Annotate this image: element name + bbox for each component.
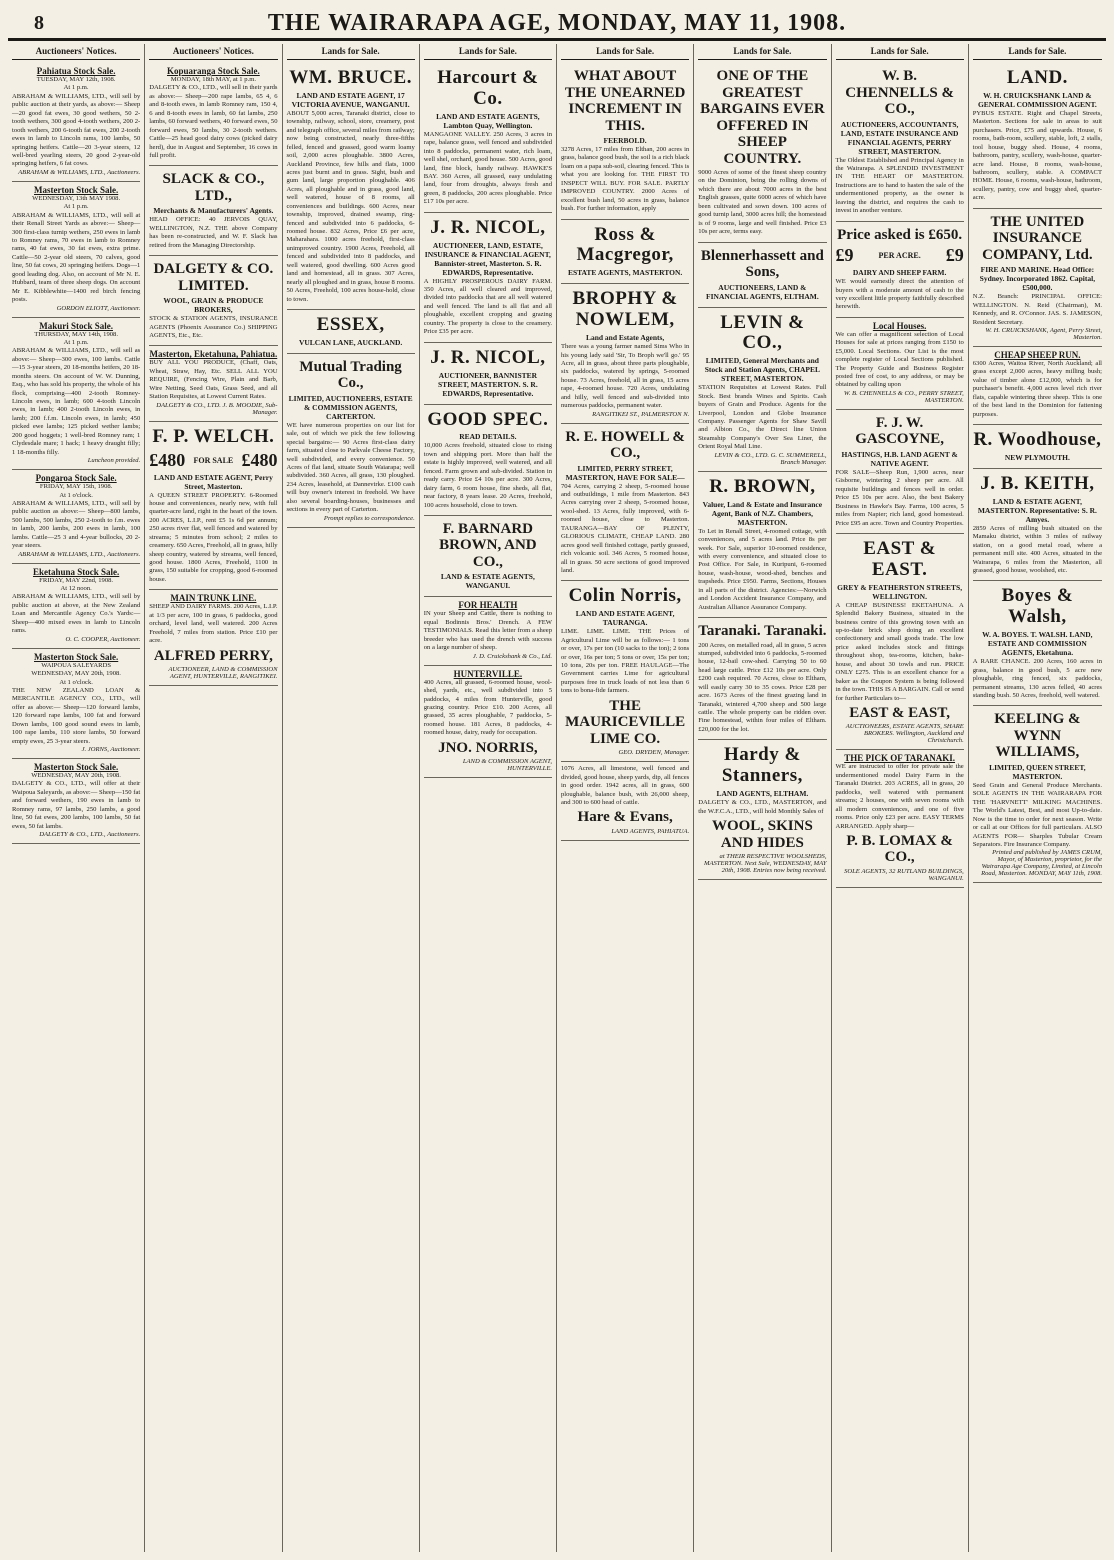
ad-subheading: LAND AND ESTATE AGENTS, Lambton Quay, Wellington. <box>436 111 540 130</box>
ad-signature: DALGETY & CO., LTD. J. B. MOODIE, Sub-Manager. <box>156 401 278 416</box>
ad-subheading: Land and Estate Agents, <box>585 333 665 343</box>
ad-body-text: DALGETY & CO., LTD., MASTERTON, and the W.F.C.A., LTD., will hold Monthly Sales of <box>698 799 827 815</box>
ad-signature: RANGITIKEI ST., PALMERSTON N. <box>592 410 690 418</box>
advertisement <box>424 343 552 405</box>
ad-body-text: ABOUT 5,000 acres, Taranaki district, close to township, railway, school, store, creamery, post and telegraph office, several miles from railway; now being constructed, nearly three-fifths felled, fenced and grassed, good warm loamy soil, 2,000 acres ploughable. 3800 Acres, Auckland Province, few hills and flats, 1000 acres just burnt and in grass. Sight, bush and gum land, large proportion ploughable. 406 Acres, all ploughable and in grass, good land, well watered, house of 8 rooms, all conveniences and buildings. 600 Acres, near township, improved, drained swamp, ring-fenced and subdivided into 6 paddocks, 6-roomed house. 832 Acres, Price £6 per acre, Maharahara. 1000 acres freehold, first-class unimproved country. 1900 Acres, Freehold, all fenced and subdivided into 8 paddocks, and well watered, good dwelling. 600 Acres good land and homestead, all in grass. 307 Acres, nearly all ploughed and in grass, house 8 rooms. 50 Acres, Freehold, 100 acres house-hold, close to town. <box>286 109 415 303</box>
ad-body-text: THE NEW ZEALAND LOAN & MERCANTILE AGENCY CO., LTD., will offer as above:— Sheep—120 forward lambs, 120 forward rape lambs, 100 fat and forward Down lambs, 100 good sound ewes in lamb, 100 rape lambs, 110 store lambs, 50 forward empty ewes, 25 3-year steers. <box>12 686 141 745</box>
ad-signature: SOLE AGENTS, 32 RUTLAND BUILDINGS, WANGANUI. <box>844 867 964 882</box>
ad-body-text: The Oldest Established and Principal Agency in the Wairarapa. A SPLENDID INVESTMENT IN THE HEART OF MASTERTON. Instructions are to hand to hasten the sale of the undermentioned property, as the owner is leaving the district, and requires the cash to invest in another venture. <box>835 156 964 215</box>
column-2 <box>145 44 282 1552</box>
advertisement <box>698 618 826 740</box>
ad-secondary-heading: THE MAURICEVILLE LIME CO. <box>565 697 686 747</box>
ad-heading: WM. BRUCE. <box>289 67 412 88</box>
advertisement <box>12 564 140 649</box>
advertisement <box>973 347 1102 425</box>
ad-date-line: WAIPOUA SALEYARDS <box>41 661 112 669</box>
ad-heading: Mutual Trading Co., <box>299 358 402 392</box>
price-label: FOR SALE <box>193 455 234 465</box>
column-header: Lands for Sale. <box>287 44 415 60</box>
advertisement <box>561 762 689 841</box>
column-header: Auctioneers' Notices. <box>12 44 140 60</box>
ad-body-text: There was a young farmer named Sims Who in his young lady said 'Sir, To Broph we'll go.' 95 Acre, all in grass, about three parts ploughable, six paddocks, watered by springs, 5-roomed house. 73 Acres, freehold, all in grass, 15 acres rape, 4-roomed house. 720 Acres, undulating and hilly, well fenced and sub-divided into numerous paddocks, permanent water. <box>561 343 690 410</box>
ad-body-text: 704 Acres, carrying 2 sheep, 5-roomed house and outbuildings, 1 mile from Masterton. 843 Acres carrying over 2 sheep, 5-roomed house, wool-shed. 13 Acres, fully improved, with 6-roomed house, close to Masterton. TAURANGA—BAY OF PLENTY, GLORIOUS CLIMATE, CHEAP LAND. 280 acres good well finished cottage, partly grassed, rich volcanic soil. 346 Acres, 5 roomed house, all in grass. 50 acre sections of good improved land. <box>561 482 690 574</box>
ad-subheading: Valuer, Land & Estate and Insurance Agent, Bank of N.Z. Chambers, MASTERTON. <box>702 499 823 527</box>
ad-signature: at THEIR RESPECTIVE WOOLSHEDS, MASTERTON. Next Sale, WEDNESDAY, MAY 20th, 1908. Entries now being received. <box>703 853 827 875</box>
ad-heading: J. R. NICOL, <box>430 346 546 368</box>
masthead-rule <box>8 40 1106 41</box>
ad-heading: Colin Norris, <box>568 585 682 607</box>
ad-body-text: N.Z. Branch: PRINCIPAL OFFICE: WELLINGTON. N. Reid (Chairman), M. Kennedy, and R. O'Connor. JAS. S. JAMESON, Resident Secretary. <box>972 293 1102 326</box>
advertisement <box>12 759 140 844</box>
ad-title: CHEAP SHEEP RUN. <box>994 349 1081 360</box>
advertisement <box>149 63 277 166</box>
ad-title: MAIN TRUNK LINE. <box>170 593 257 604</box>
price-right: £9 <box>945 245 964 266</box>
ad-date-line: FRIDAY, MAY 22nd, 1908. <box>39 576 114 584</box>
ad-title: THE PICK OF TARANAKI. <box>844 753 956 764</box>
advertisement <box>973 209 1102 347</box>
ad-heading: Blennerhassett and Sons, <box>700 247 824 280</box>
ad-date-line: At 1 p.m. <box>63 338 89 346</box>
ad-heading: J. R. NICOL, <box>430 216 546 238</box>
ad-body-text: A RARE CHANCE. 200 Acres, 160 acres in grass, balance in good bush, 5 acre new ploughable, ring fenced, six paddocks, permanent streams, 130 acres felled, 40 acres standing bush. 50 Acres, freehold, well watered. <box>972 658 1102 699</box>
ad-date-line: FRIDAY, MAY 15th, 1908. <box>39 483 113 491</box>
ad-subheading: AUCTIONEER, BANNISTER STREET, MASTERTON. S. R. EDWARDS, Representative. <box>438 370 538 398</box>
ad-subheading: GREY & FEATHERSTON STREETS, WELLINGTON. <box>837 582 963 601</box>
ad-body-text: 400 Acres, all grassed, 6-roomed house, wool-shed, yards, etc., well subdivided into 5 paddocks, 4 miles from Hunterville, good grazing country. Price £10. 200 Acres, all grassed, 35 acres ploughable, 7 paddocks, 5-roomed house. 181 Acres, 8 paddocks, 4-roomed house, dairy, ready for occupation. <box>423 678 552 737</box>
price-left: £480 <box>149 449 186 470</box>
column-header: Lands for Sale. <box>836 44 964 60</box>
price-label: PER ACRE. <box>878 251 921 261</box>
column-6 <box>694 44 831 1552</box>
ad-title: Masterton, Eketahuna, Pahiatua. <box>149 349 278 360</box>
advertisement <box>424 213 552 343</box>
ad-subheading: LAND AND ESTATE AGENT, 17 VICTORIA AVENUE, WANGANUI. <box>291 90 410 109</box>
advertisement <box>836 410 964 534</box>
advertisement <box>561 284 689 423</box>
price-left: £9 <box>835 245 854 266</box>
ad-body-text: To Let in Renall Street, 4-roomed cottage, with conveniences, and 5 acres land. Price 8s per week. For Sale, superior 10-roomed residence, with every convenience, and situated close to Post Office. For Sale, in Kuripuni, 6-roomed house, wash-house, wood-shed, benches and trapsheds. Price £950. Farms, Sections, Houses in all parts of the district. Agencies:—Norwich and London Accident Insurance Company, and Australian Alliance Assurance Company. <box>698 527 827 611</box>
advertisement <box>973 63 1102 209</box>
ad-subheading: LAND AGENTS, ELTHAM. <box>716 789 809 799</box>
price-banner <box>836 245 964 266</box>
advertisement <box>12 182 140 318</box>
advertisement <box>561 581 689 762</box>
ad-heading: R. E. HOWELL & CO., <box>565 428 685 462</box>
ad-title: Masterton Stock Sale. <box>34 651 119 662</box>
ad-body-text: DALGETY & CO., LTD., will offer at their Waipoua Saleyards, as above:— Sheep—150 fat and forward wethers, 190 ewes in lamb to Romney rams, 97 lambs, 250 lambs, a good line, 50 fat ewes, 200 lambs, 100 lambs, 50 fat ewes, 50 fat lambs. <box>12 780 141 830</box>
ad-signature: J. D. Cruickshank & Co., Ltd. <box>472 652 552 660</box>
ad-body-text: HEAD OFFICE: 40 JERVOIS QUAY, WELLINGTON, N.Z. THE above Company has been re-constructed, and W. F. Slack has retired from the Managing Directorship. <box>149 216 278 249</box>
ad-body-text: Seed Grain and General Produce Merchants. SOLE AGENTS IN THE WAIRARAPA FOR THE 'HARVNETT' MILKING MACHINES. The World's Latest, Best, and most Up-to-date. Now is the time to order for next season. Write or call at our Offices for full particulars. ALSO AGENTS FOR— Sharples Tubular Cream Separators. Fire Insurance Company. <box>972 781 1102 848</box>
ad-title: Local Houses. <box>872 320 927 331</box>
ad-subheading: FEERBOLD. <box>603 136 647 145</box>
ad-signature: AUCTIONEER, LAND & COMMISSION AGENT, HUNTERVILLE, RANGITIKEI. <box>168 666 278 681</box>
ad-heading: GOOD SPEC. <box>427 408 549 430</box>
advertisement <box>149 590 277 686</box>
ad-subheading: LAND & ESTATE AGENT, MASTERTON. Representative: S. R. Amyes. <box>977 496 1097 524</box>
advertisement <box>424 666 552 779</box>
newspaper-title: THE WAIRARAPA AGE, MONDAY, MAY 11, 1908. <box>267 10 847 36</box>
ad-subheading: DAIRY AND SHEEP FARM. <box>852 268 947 278</box>
advertisement <box>698 63 826 243</box>
ad-body-text: SHEEP AND DAIRY FARMS. 200 Acres, L.I.P. at 1/3 per acre, 100 in grass, 6 paddocks, good orchard, level land, well watered. 200 Acres Freehold, 7 miles from station. Price £10 per acre. <box>149 603 278 645</box>
ad-subheading: AUCTIONEERS, LAND & FINANCIAL AGENTS, ELTHAM. <box>706 282 819 301</box>
masthead <box>8 4 1106 40</box>
ad-signature: GORDON ELIOTT, Auctioneer. <box>56 304 141 312</box>
ad-body-text: WE are instructed to offer for private sale the undermentioned model Dairy Farm in the Taranaki District. 203 ACRES, all in grass, 20 paddocks, well watered with permanent streams; 2 houses, one with seven rooms with all modern conveniences, and one of five rooms. Price only £23 per acre. EASY TERMS ARRANGED. Apply sharp— <box>835 763 964 830</box>
ad-signature: LEVIN & CO., LTD. G. C. SUMMERELL, Branch Manager. <box>714 451 827 466</box>
ad-secondary-heading: Hare & Evans, <box>577 809 673 826</box>
ad-heading: W. B. CHENNELLS & CO., <box>845 68 955 117</box>
ad-signature: GEO. DRYDEN, Manager. <box>618 749 690 757</box>
ad-secondary-heading: JNO. NORRIS, <box>438 739 538 756</box>
ad-title: Masterton Stock Sale. <box>34 762 119 772</box>
advertisement <box>424 405 552 516</box>
advertisement <box>698 308 826 472</box>
ad-date-line: At 1 p.m. <box>63 203 89 211</box>
ad-signature: DALGETY & CO., LTD., Auctioneers. <box>39 831 141 839</box>
ad-date-line: At 12 noon. <box>60 585 92 592</box>
ad-heading: EAST & EAST. <box>863 537 937 580</box>
ad-body-text: BUY ALL YOU PRODUCE, (Chaff, Oats, Wheat, Straw, Hay, Etc. SELL ALL YOU REQUIRE, (Fencing Wire, Plain and Barb, Wire Netting, Seed Oats, Grass Seed, and all Station Requisites, at Lowest Current Rates. <box>149 359 278 401</box>
ad-title: Eketahuna Stock Sale. <box>32 566 120 577</box>
ad-secondary-heading: WOOL, SKINS AND HIDES <box>711 818 813 851</box>
ad-title: FOR HEALTH <box>458 600 518 611</box>
ad-body-text: MANGAONE VALLEY. 250 Acres, 3 acres in rape, balance grass, well fenced and subdivided into 8 paddocks, permanent water, rich loam, well shel, orchard, good house. 500 Acres, good land, fine block, handy railway. HAWKE'S BAY. 360 Acres, all grassed, easy undulating land, four from droughts, always fresh and green, 8 paddocks, 200 acres ploughable. Price £17 10s per acre. <box>423 130 552 206</box>
ad-body-text: ABRAHAM & WILLIAMS, LTD., will sell by public auction as above:— Sheep—800 lambs, 500 lambs, 500 lambs, 250 2-tooth to f.m. ewes in lamb, 200 lambs, 200 ewes in lamb, 100 lambs. Cattle—25 3 and 4-year bullocks, 20 2-year steers. <box>12 499 141 550</box>
advertisement <box>12 63 140 182</box>
ad-subheading: AUCTIONEERS, ACCOUNTANTS, LAND, ESTATE INSURANCE AND FINANCIAL AGENTS, PERRY STREET, MASTERTON. <box>840 119 959 156</box>
column-3 <box>283 44 420 1552</box>
advertisement <box>149 166 277 256</box>
advertisement <box>287 63 415 310</box>
ad-subheading: Merchants & Manufacturers' Agents. <box>153 206 274 216</box>
ad-body-text: STOCK & STATION AGENTS, INSURANCE AGENTS (Phoenix Assurance Co.) SHIPPING AGENTS, Etc., Etc. <box>149 315 278 339</box>
advertisement <box>973 581 1102 706</box>
advertisement <box>424 63 552 213</box>
ad-subheading: NEW PLYMOUTH. <box>1004 452 1070 462</box>
ad-signature: ABRAHAM & WILLIAMS, LTD., Auctioneers. <box>18 168 141 176</box>
ad-subheading: AUCTIONEER, LAND, ESTATE, INSURANCE & FINANCIAL AGENT, Bannister-street, Masterton. S. R. EDWARDS, Representative. <box>424 240 551 277</box>
ad-heading: Harcourt & Co. <box>437 67 539 109</box>
ad-body-text: ABRAHAM & WILLIAMS, LTD., will sell by public auction at above, at the New Zealand Loan and Mercantile Agency Co.'s Yards:— Sheep—400 mixed ewes in lamb to Lincoln rams. <box>12 593 141 635</box>
ad-signature: O. C. COOPER, Auctioneer. <box>65 635 141 643</box>
ad-heading: R. Woodhouse, <box>973 429 1102 451</box>
ad-signature: W. H. CRUICKSHANK, Agent, Perry Street, Masterton. <box>985 326 1102 341</box>
advertisement <box>973 425 1102 469</box>
page-number: 8 <box>34 12 44 34</box>
column-header: Auctioneers' Notices. <box>149 44 277 60</box>
ad-body-text: PYBUS ESTATE. Right and Chapel Streets, Masterton. Sections for sale in areas to suit purchasers. Price, £75 and upwards. House, 6 rooms, bath-room, scullery, stable, loft, 2 stalls, tool house, buggy shed. House, 4 rooms, bathroom, pantry, scullery, wash-house, quarter-acre land. House, 8 rooms, wash-house, bathroom, scullery, stable. A COMPACT HOME. House, 6 rooms, wash-house, bathroom, scullery, pantry, cow and buggy shed, quarter-acre. <box>972 109 1102 202</box>
ad-date-line: At 1 p.m. <box>63 84 89 92</box>
column-8 <box>969 44 1106 1552</box>
advertisement <box>973 706 1102 883</box>
ad-title: Makuri Stock Sale. <box>39 320 113 331</box>
ad-heading: F. BARNARD BROWN, AND CO., <box>439 520 537 570</box>
ad-heading: F. P. WELCH. <box>152 425 275 447</box>
ad-subheading: W. A. BOYES. T. WALSH. LAND, ESTATE AND COMMISSION AGENTS, Eketahuna. <box>982 630 1093 658</box>
advertisement <box>561 63 689 220</box>
ad-body-text: 3278 Acres, 17 miles from Elthan, 200 acres in grass, balance good bush, the soil is a rich black loam on a papa sub-soil, clearing fenced. This is what you are looking for. THE FIRST TO INSPECT WILL BUY. FOR SALE. PARTLY IMPROVED COUNTRY. 2000 Acres of excellent bush land, 50 acres in grass, balance bush. For further information, apply <box>561 146 690 213</box>
ad-subheading: LIMITED, General Merchants and Stock and Station Agents, CHAPEL STREET, MASTERTON. <box>704 356 820 384</box>
advertisement <box>561 424 689 582</box>
ad-heading: F. J. W. GASCOYNE, <box>855 414 944 448</box>
ad-title: Pahiatua Stock Sale. <box>36 66 116 76</box>
page-body <box>8 44 1106 1552</box>
ad-heading: KEELING & WYNN WILLIAMS, <box>994 711 1081 761</box>
ad-body-text: WE would earnestly direct the attention of buyers with a moderate amount of cash to the very excellent little property faithfully described herewith. <box>835 278 964 311</box>
ad-body-text: ABRAHAM & WILLIAMS, LTD., will sell at their Renall Street Yards as above:— Sheep—300 first-class turnip wethers, 250 ewes in lamb to Romney rams, 70 ewes in lamb to Romney rams, 40 fat ewes, 30 fat ewes, extra prime. Cattle—50 2-year old steers, 70 calves, good line, 50 fat cows, 20 springing heifers. Dogs—1 good leading dog. Also, on account of Mr N. E. Hubbard, team of three sheep dogs. On account Mr E. Kibblewhite—1400 red birch fencing posts. <box>12 211 141 304</box>
advertisement <box>12 470 140 564</box>
advertisement <box>836 63 964 222</box>
ad-heading: R. BROWN, <box>709 475 816 497</box>
column-4 <box>420 44 557 1552</box>
ad-subheading: HASTINGS, H.B. LAND AGENT & NATIVE AGENT. <box>841 449 958 468</box>
ad-body-text: ABRAHAM & WILLIAMS, LTD., will sell as above:— Sheep—300 ewes, 100 lambs. Cattle—15 3-year steers, 20 18-months heifers, 20 18-months steers. On account of W. W. Dunning, Esq., who has sold his property, the whole of his flock, comprising—400 2-tooth Romney-Lincoln ewes, in lamb; 600 4-tooth Lincoln ewes, in lamb; 400 2-tooth Lincoln ewes, in lamb; 200 f.f.m. Lincoln ewes, in lamb; 450 picked ewe lambs; 125 picked wether lambs; 200 good hoggets; 1 well-bred Romney ram; 1 Clydesdale mare; 1 hack; 1 heavy draught filly; 1 18-months filly. <box>12 347 141 456</box>
ad-title: HUNTERVILLE. <box>453 668 523 679</box>
ad-signature: LAND & COMMISSION AGENT, HUNTERVILLE. <box>462 758 552 773</box>
ad-body-text: We can offer a magnificent selection of Local Houses for sale at prices ranging from £150 to £5,000. Local Sections. Our List is the most complete register of Local Sections published. The Property Guide and Business Register posted free of cost, to any address, or may be obtained by calling upon <box>835 330 964 389</box>
column-1 <box>8 44 145 1552</box>
ad-date-line: THURSDAY, MAY 14th, 1908. <box>34 330 119 338</box>
ad-date-line: MONDAY, 18th MAY, at 1 p.m. <box>170 76 256 83</box>
advertisement <box>973 469 1102 582</box>
ad-signature: Prompt replies to correspondence. <box>323 514 415 522</box>
ad-body-text: 10,000 Acres freehold, situated close to rising town and shipping port. More than half the estate is highly improved, well watered, and all fenced. Farm grown and sub-divided. Station in ready carry. Price £4 10s per acre. 300 Acres, dairy farm, 6 room house, fine sheds, all flat, near factory, 8 years lease. 20 Acres, freehold, 100 acres household, close to town. <box>423 442 552 509</box>
advertisement <box>836 750 964 888</box>
ad-subheading: LAND AND ESTATE AGENT, TAURANGA. <box>575 609 675 628</box>
ad-body-text: IN your Sheep and Cattle, there is nothing to equal Bodinnis Bros.' Drench. A FEW TESTIMONIALS. Read this letter from a sheep breeder who has used the drench with success on a large number of sheep. <box>423 610 552 652</box>
ad-heading: DALGETY & CO. LIMITED. <box>153 261 274 294</box>
ad-secondary-heading: P. B. LOMAX & CO., <box>846 832 953 866</box>
ad-heading: Boyes & Walsh, <box>1001 585 1074 628</box>
ad-heading: BROPHY & NOWLEM, <box>572 288 678 331</box>
ad-title: Masterton Stock Sale. <box>34 184 119 195</box>
ad-heading: ONE OF THE GREATEST BARGAINS EVER OFFERED IN SHEEP COUNTRY. <box>700 68 825 167</box>
ad-body-text: ABRAHAM & WILLIAMS, LTD., will sell by public auction at their yards, as above:— Sheep—20 good fat ewes, 30 good wethers, 50 2-tooth wethers, 300 good 4-tooth wethers, 200 2-tooth wethers, 200 6-tooth fat ewes, 200 2-tooth ewes in lamb to Lincoln rams, 100 lambs, 50 springing heifers. Cattle—20 3-year steers, 12 well-bred yearling steers, 20 good 2-year-old springing heifers, 6 fat cows. <box>12 92 141 168</box>
ad-signature: ABRAHAM & WILLIAMS, LTD., Auctioneers. <box>18 550 141 558</box>
ad-body-text: STATION Requisites at Lowest Rates. Full Stock. Best brands Wines and Spirits. Cash buyers of Grain and Produce. Agents for the Liverpool, London and Globe Insurance Company. Passenger Agents for Shaw Savill and Albion Co., the Direct line Union Steamship Company's Over Sea Liner, the Orient Royal Mail Line. <box>698 384 827 451</box>
ad-body-text: DALGETY & CO., LTD., will sell in their yards as above:— Sheep—200 rape lambs, 65 4, 6 and 8-tooth ewes, in lamb Romney ram, 150 4, 6 and 8-tooth ewes in lamb, 60 fat lambs, 250 lambs, 60 forward wethers, 40 forward ewes, 50 forward ewes, 50 lambs, 30 2-tooth wethers. Cattle—25 head good dairy cows (picked dairy herd), due in August and September, 16 cows in full profit. <box>149 84 278 159</box>
ad-signature: Printed and published by JAMES CRUM, Mayor, of Masterton, proprietor, for the Wairarapa Age Company, Limited, at Lincoln Road, Masterton. MONDAY, MAY 11th, 1908. <box>981 849 1102 878</box>
advertisement <box>836 534 964 751</box>
ad-subheading: LAND & ESTATE AGENTS, WANGANUI. <box>440 572 535 591</box>
column-header: Lands for Sale. <box>561 44 689 60</box>
ad-heading: Price asked is £650. <box>837 226 963 243</box>
ad-heading: ESSEX, <box>316 313 385 335</box>
column-header: Lands for Sale. <box>973 44 1102 60</box>
advertisement <box>561 220 689 285</box>
ad-signature: W. B. CHENNELLS & CO., PERRY STREET, MASTERTON. <box>843 389 964 404</box>
column-header: Lands for Sale. <box>424 44 552 60</box>
ad-heading: WHAT ABOUT THE UNEARNED INCREMENT IN THIS. <box>564 68 686 134</box>
ad-body-text: 6300 Acres, Waitoa River, North Auckland; all grass except 2,000 acres, heavy milling bush; value of timber alone £12,000, which is for purchaser's benefit. 4,000 acres level rich river flats, capable wintering three sheep. This is one of the best land in the Dominion for fattening purposes. <box>972 359 1102 418</box>
advertisement <box>149 256 277 346</box>
ad-heading: SLACK & CO., LTD., <box>162 171 265 204</box>
column-7 <box>832 44 969 1552</box>
ad-body-text: A CHEAP BUSINESS! EKETAHUNA. A Splendid Bakery Business, situated in the business centre of this growing town with an up-to-date brick shop doing an excellent confectionery and small goods trade. The low price asked includes stock and fittings throughout shop, tea-rooms, kitchen, bake-house, and about 30 towls and run. PRICE ONLY £275. This is an excellent chance for a baker as the Coupon System is being followed in the town. THIS IS A BARGAIN. Call or send for further Particulars to— <box>835 601 964 702</box>
advertisement <box>149 422 277 591</box>
ad-date-line: WEDNESDAY, MAY 20th, 1908. <box>31 772 121 779</box>
advertisement <box>836 222 964 318</box>
ad-title: Kopuaranga Stock Sale. <box>166 66 260 76</box>
ad-date-line: At 1 o'clock. <box>59 678 93 686</box>
ad-date-line: WEDNESDAY, MAY 20th, 1908. <box>31 670 121 678</box>
advertisement <box>836 318 964 410</box>
ad-date-line: TUESDAY, MAY 12th, 1908. <box>36 76 116 83</box>
ad-heading: LEVIN & CO., <box>720 311 805 354</box>
advertisement <box>424 597 552 665</box>
advertisement <box>698 472 826 618</box>
ad-subheading: LIMITED, QUEEN STREET, MASTERTON. <box>989 762 1086 781</box>
ad-heading: Ross & Macgregor, <box>576 223 674 266</box>
ad-body-text: A QUEEN STREET PROPERTY. 6-Roomed house and conveniences, nearly new, with full quarter-acre land, right in the heart of the town. 200 ACRES, L.I.P., rent £5 1s 6d per annum; 250 acres river flat, well fenced and watered by streams; 5 minutes from school; 2 miles to creamery. 650 Acres, Freehold, all in grass, hilly sheep country, watered by streams, well fenced, good house. 1800 Acres, Freehold, 1100 in grass, 150 suitable for cropping, good 6-roomed house. <box>149 491 278 583</box>
advertisement <box>698 740 826 880</box>
ad-subheading: LIMITED, AUCTIONEERS, ESTATE & COMMISSION AGENTS, CARTERTON. <box>288 393 413 421</box>
ad-body-text: FOR SALE—Sheep Run, 1,900 acres, near Gisborne, wintering 2 sheep per acre. All requisite buildings and fences well in order. Price £5 10s per acre. Also, the best Bakery Business in Hawke's Bay. Farms, 100 acres, 5 miles from Napier; rich land, good homestead. Price £95 an acre. Town and Country Properties. <box>835 468 964 527</box>
ad-body-text: A HIGHLY PROSPEROUS DAIRY FARM. 350 Acres, all well cleared and improved, divided into paddocks that are all well watered and well fenced. The land is all flat and all ploughable, excellent cropping and grazing country. The property is close to the creamery. Price £35 per acre. <box>423 277 552 336</box>
ad-body-text: 1076 Acres, all limestone, well fenced and divided, good house, sheep yards, dip, all fences in good order. 1942 acres, all in grass, 600 ploughable, balance bush, with 26,000 sheep, and 300 to 600 head of cattle. <box>561 765 690 807</box>
ad-heading: Hardy & Stanners, <box>721 744 803 787</box>
ad-body-text: WE have numerous properties on our list for sale, out of which we pick the few following special bargains:— 90 Acres first-class dairy farm, situated close to Parkvale Cheese Factory, well subdivided, and every convenience. 50 Acres of flat land, situate South Waiarapa; well subdivided. 360 Acres, all grass, 130 ploughed. 234 Acres, leasehold, at Dannevirke. £100 cash will buy owner's interest in freehold. We have also several boarding-houses, businesses and sections in every part of Carterton. <box>286 421 415 514</box>
ad-heading: Taranaki. Taranaki. <box>698 623 827 640</box>
ad-signature: J. JORNS, Auctioneer. <box>81 746 141 753</box>
ad-subheading: VULCAN LANE, AUCKLAND. <box>298 337 403 347</box>
advertisement <box>424 516 552 598</box>
column-header: Lands for Sale. <box>698 44 826 60</box>
price-right: £480 <box>241 449 278 470</box>
price-banner <box>149 450 277 471</box>
ad-secondary-heading: EAST & EAST, <box>849 704 950 721</box>
ad-subheading: WOOL, GRAIN & PRODUCE BROKERS, <box>163 296 264 315</box>
ad-body-text: 9000 Acres of some of the finest sheep country on the Dominion, being the rolling downs of which there are about 7000 acres in the best English grasses, quite 6000 acres of which have been cultivated and sown down. 100 acres of good turnip land, 3000 acres hill; the homestead is of 9 rooms, large and well finished. Price £3 10s per acre, terms easy. <box>698 169 827 236</box>
ad-subheading: ESTATE AGENTS, MASTERTON. <box>567 268 683 278</box>
ad-heading: THE UNITED INSURANCE COMPANY, Ltd. <box>982 213 1093 263</box>
ad-body-text: 2859 Acres of milling bush situated on the Mamaku district, within 3 miles of railway station, on a good metal road, where a permanent mill site. 400 Acres, situated in the Wairarapa, 6 miles from the Masterton, all grassed, good house, woolshed, etc. <box>972 524 1102 574</box>
ad-subheading: W. H. CRUICKSHANK LAND & GENERAL COMMISSION AGENT. <box>977 90 1097 109</box>
ad-signature: Luncheon provided. <box>87 457 141 465</box>
ad-body-text: 200 Acres, on metalled road, all in grass, 5 acres stumped, subdivided into 6 paddocks, 5-roomed house, 12-bail cow-shed. Carrying 50 to 60 head large cattle. Price £12 10s per acre. Only £200 cash required. 70 Acres, close to Eltham, will easily carry 30 to 35 cows. Price £28 per acre. 1673 Acres of the finest grazing land in Taranaki, wintered 4,700 sheep and 500 large cattle. The whole property can be ridden over. Fine homestead, within four miles of Eltham. £20,000 for the lot. <box>698 641 827 733</box>
ad-body-text: LIME. LIME. LIME. THE Prices of Agricultural Lime will be as follows:— 1 tons or over, 17s per ton (10 sacks to the ton); 2 tons or over, 16s per ton; 5 tons or over, 15s per ton; 10 tons, 20s per ton. FREE HAULAGE—The Government carries Lime for agricultural purposes free in truck loads of not less than 6 tons to bona-fide farmers. <box>561 628 690 695</box>
ad-signature: AUCTIONEERS, ESTATE AGENTS, SHARE BROKERS. Wellington, Auckland and Christchurch. <box>845 723 964 745</box>
ad-subheading: FIRE AND MARINE. Head Office: Sydney. Incorporated 1862. Capital, £500,000. <box>979 265 1096 293</box>
advertisement <box>287 354 415 528</box>
ad-subheading: LAND AND ESTATE AGENT, Perry Street, Masterton. <box>153 472 273 491</box>
ad-subheading: READ DETAILS. <box>459 432 517 442</box>
ad-date-line: WEDNESDAY, 13th MAY 1908. <box>32 194 121 202</box>
ad-subheading: LIMITED, PERRY STREET, MASTERTON, HAVE FOR SALE— <box>565 463 685 482</box>
ad-heading: J. B. KEITH, <box>980 472 1095 494</box>
advertisement <box>287 310 415 354</box>
ad-date-line: At 1 o'clock. <box>59 491 93 499</box>
advertisement <box>698 243 826 308</box>
advertisement <box>149 346 277 421</box>
ad-title: Pongaroa Stock Sale. <box>35 473 117 484</box>
column-5 <box>557 44 694 1552</box>
advertisement <box>12 649 140 759</box>
ad-heading: LAND. <box>1006 67 1068 88</box>
ad-signature: LAND AGENTS, PAHIATUA. <box>611 827 690 835</box>
ad-secondary-heading: ALFRED PERRY, <box>153 647 273 664</box>
advertisement <box>12 318 140 471</box>
